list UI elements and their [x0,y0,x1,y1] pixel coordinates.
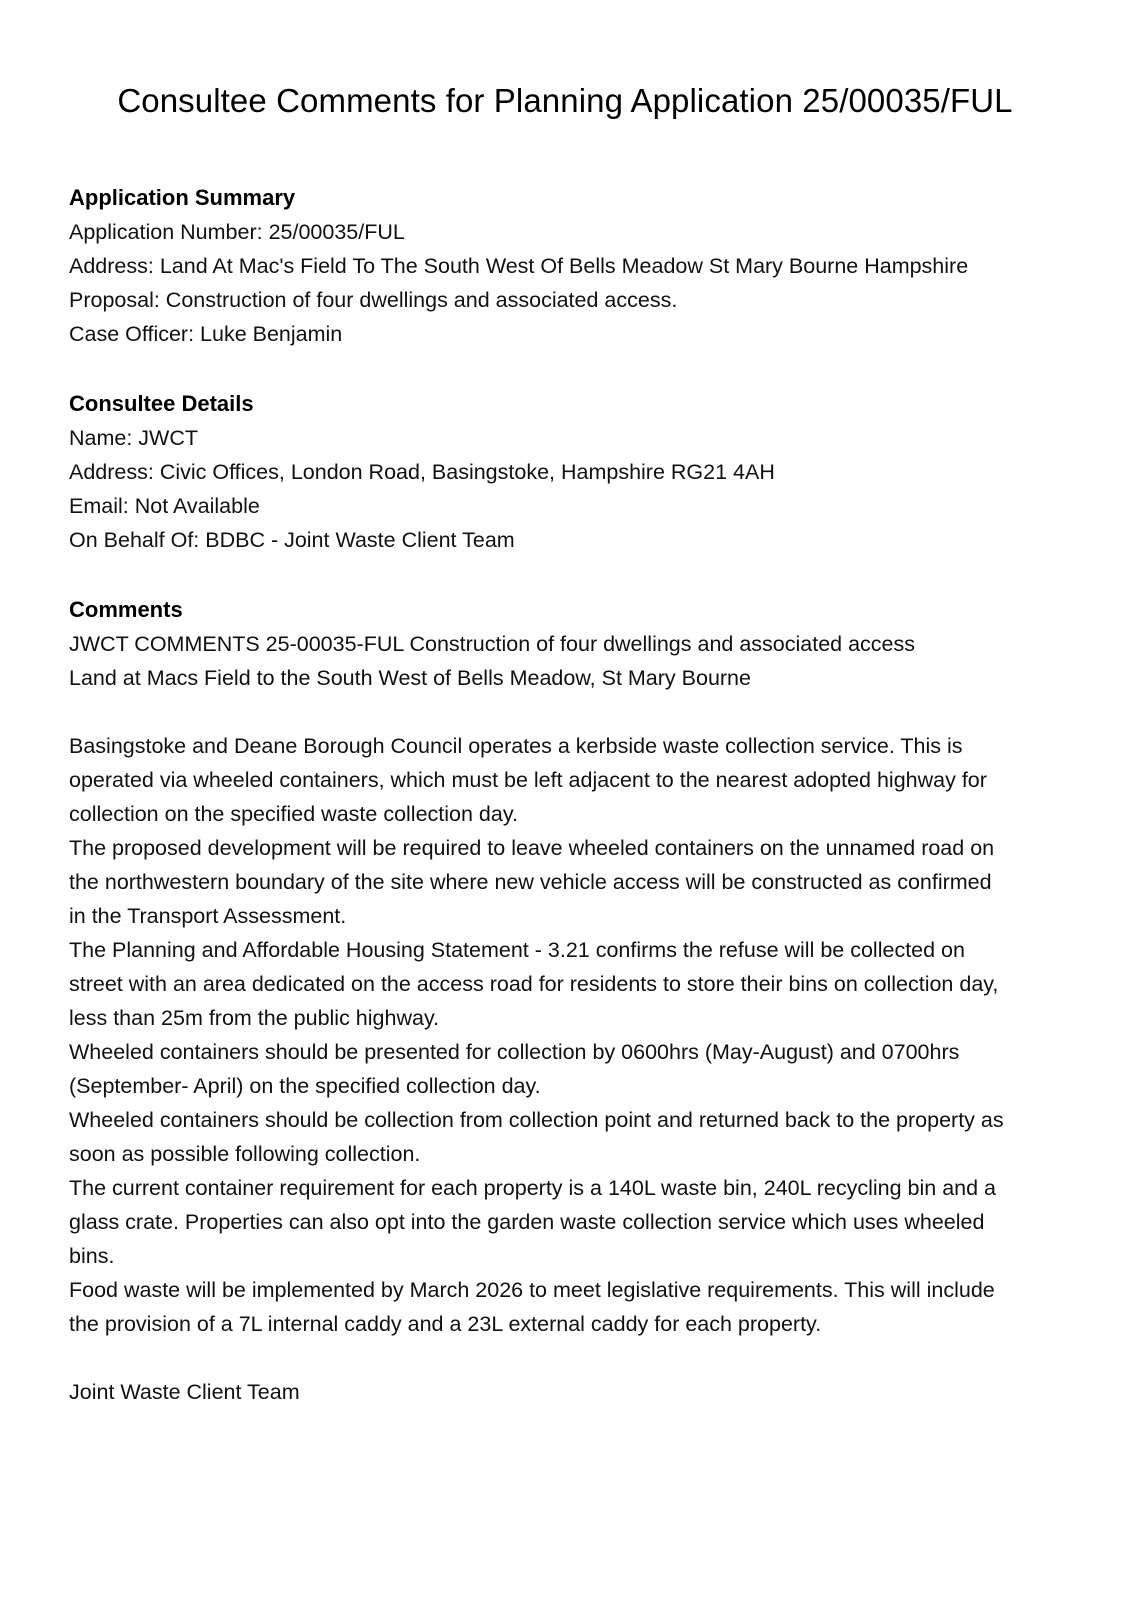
comment-line: operated via wheeled containers, which must be left adjacent to the nearest adopted highway for [69,768,987,792]
page-title: Consultee Comments for Planning Application 25/00035/FUL [117,82,1013,119]
comment-line: Food waste will be implemented by March 2026 to meet legislative requirements. This will include [69,1278,995,1302]
comment-line: Wheeled containers should be collection from collection point and returned back to the property as [69,1108,1004,1132]
consultee-details-section [69,387,1069,557]
comment-spacer [69,1341,1069,1375]
comment-signature: Joint Waste Client Team [69,1380,300,1404]
consultee-on-behalf-of: On Behalf Of: BDBC - Joint Waste Client Team [69,528,515,552]
application-summary-heading: Application Summary [69,185,296,210]
comment-spacer [69,695,1069,729]
comment-line: The current container requirement for each property is a 140L waste bin, 240L recycling bin and a [69,1176,997,1200]
comment-line: Basingstoke and Deane Borough Council operates a kerbside waste collection service. This is [69,734,963,758]
comment-line: the provision of a 7L internal caddy and a 23L external caddy for each property. [69,1312,822,1336]
consultee-name: Name: JWCT [69,426,198,450]
comments-section [69,593,1069,1409]
consultee-email: Email: Not Available [69,494,260,518]
comment-line: the northwestern boundary of the site where new vehicle access will be constructed as confirmed [69,870,992,894]
application-proposal: Proposal: Construction of four dwellings and associated access. [69,288,678,312]
comment-line: soon as possible following collection. [69,1142,421,1166]
application-summary-section [69,181,1069,351]
comment-line: bins. [69,1244,115,1268]
comment-line: less than 25m from the public highway. [69,1006,440,1030]
application-address: Address: Land At Mac's Field To The South West Of Bells Meadow St Mary Bourne Hampshire [69,254,969,278]
comment-line: Land at Macs Field to the South West of Bells Meadow, St Mary Bourne [69,666,751,690]
consultee-details-heading: Consultee Details [69,391,254,416]
comment-line: in the Transport Assessment. [69,904,347,928]
application-number: Application Number: 25/00035/FUL [69,220,405,244]
comment-line: (September- April) on the specified collection day. [69,1074,541,1098]
comment-line: The Planning and Affordable Housing Statement - 3.21 confirms the refuse will be collected on [69,938,965,962]
comment-line: The proposed development will be required to leave wheeled containers on the unnamed road on [69,836,995,860]
consultee-address: Address: Civic Offices, London Road, Basingstoke, Hampshire RG21 4AH [69,460,775,484]
comment-line: Wheeled containers should be presented for collection by 0600hrs (May-August) and 0700hrs [69,1040,960,1064]
comments-heading: Comments [69,597,183,622]
comment-line: street with an area dedicated on the access road for residents to store their bins on collection day, [69,972,999,996]
case-officer: Case Officer: Luke Benjamin [69,322,343,346]
comment-line: JWCT COMMENTS 25-00035-FUL Construction of four dwellings and associated access [69,632,916,656]
comment-line: collection on the specified waste collection day. [69,802,518,826]
comment-line: glass crate. Properties can also opt into the garden waste collection service which uses wheeled [69,1210,985,1234]
